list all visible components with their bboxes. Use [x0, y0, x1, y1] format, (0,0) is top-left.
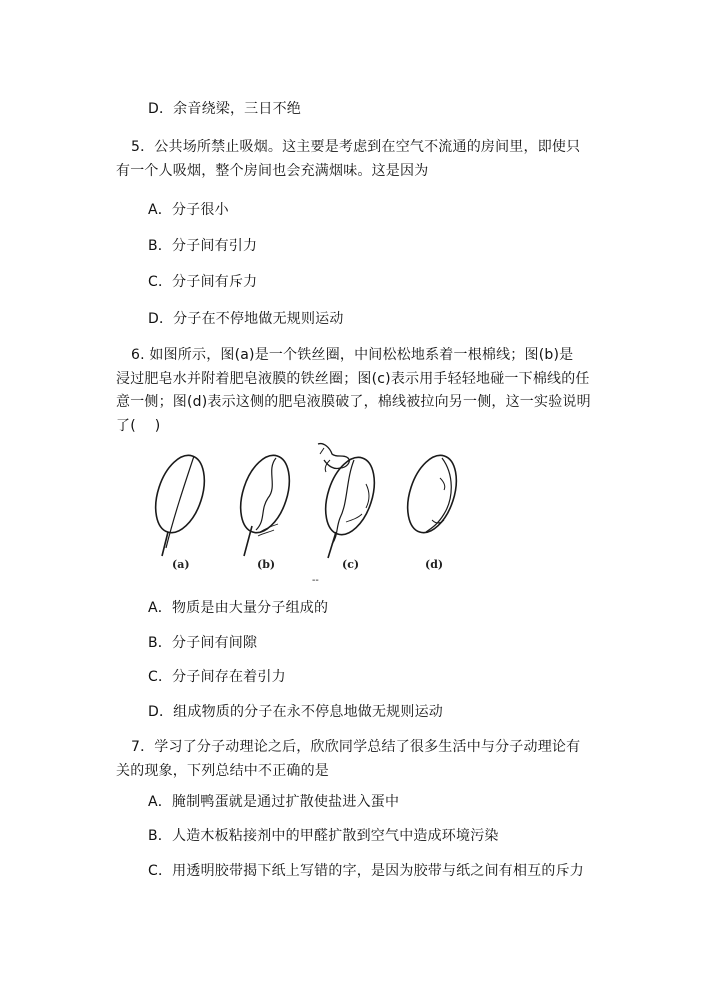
q6-option-a: A．物质是由大量分子组成的	[148, 600, 329, 616]
figure-b-soap-film-loop	[232, 449, 299, 556]
figure-label-c: (c)	[342, 558, 360, 571]
q6-stem-line-1: 6. 如图所示，图(a)是一个铁丝圈，中间松松地系着一根棉线；图(b)是	[131, 347, 574, 363]
q6-option-d: D．组成物质的分子在永不停息地做无规则运动	[148, 704, 443, 720]
q4-option-d: D．余音绕梁，三日不绝	[148, 101, 301, 117]
figure-label-a: (a)	[172, 558, 190, 571]
q7-stem-line-2: 关的现象，下列总结中不正确的是	[116, 763, 329, 779]
soap-film-diagram	[140, 436, 470, 584]
q6-option-c: C．分子间存在着引力	[148, 669, 286, 685]
q5-stem-line-1: 5．公共场所禁止吸烟。这主要是考虑到在空气不流通的房间里，即使只	[131, 139, 581, 155]
q7-stem-line-1: 7．学习了分子动理论之后，欣欣同学总结了很多生活中与分子动理论有	[131, 739, 581, 755]
soap-film-figure	[140, 436, 470, 584]
q7-option-b: B．人造木板粘接剂中的甲醛扩散到空气中造成环境污染	[148, 828, 499, 844]
figure-a-wire-loop	[147, 449, 214, 556]
q6-stem-line-3: 意一侧；图(d)表示这侧的肥皂液膜破了，棉线被拉向另一侧，这一实验说明	[116, 394, 591, 410]
q7-option-c: C．用透明胶带揭下纸上写错的字，是因为胶带与纸之间有相互的斥力	[148, 863, 584, 879]
q6-stem-line-2: 浸过肥皂水并附着肥皂液膜的铁丝圈；图(c)表示用手轻轻地碰一下棉线的任	[116, 371, 590, 387]
figure-d-broken-film-loop	[399, 449, 466, 539]
q6-option-b: B．分子间有间隙	[148, 635, 258, 651]
figure-c-hand-touch-loop	[317, 444, 384, 558]
q5-option-c: C．分子间有斥力	[148, 274, 258, 290]
q5-option-d: D．分子在不停地做无规则运动	[148, 311, 344, 327]
q7-option-a: A．腌制鸭蛋就是通过扩散使盐进入蛋中	[148, 794, 400, 810]
figure-label-b: (b)	[257, 558, 276, 571]
q5-option-a: A．分子很小	[148, 202, 229, 218]
q6-stem-line-4: 了( )	[116, 418, 161, 434]
q5-option-b: B．分子间有引力	[148, 238, 258, 254]
q5-stem-line-2: 有一个人吸烟，整个房间也会充满烟味。这是因为	[116, 163, 429, 179]
figure-caption-mark: --	[312, 575, 319, 584]
figure-label-d: (d)	[425, 558, 444, 571]
